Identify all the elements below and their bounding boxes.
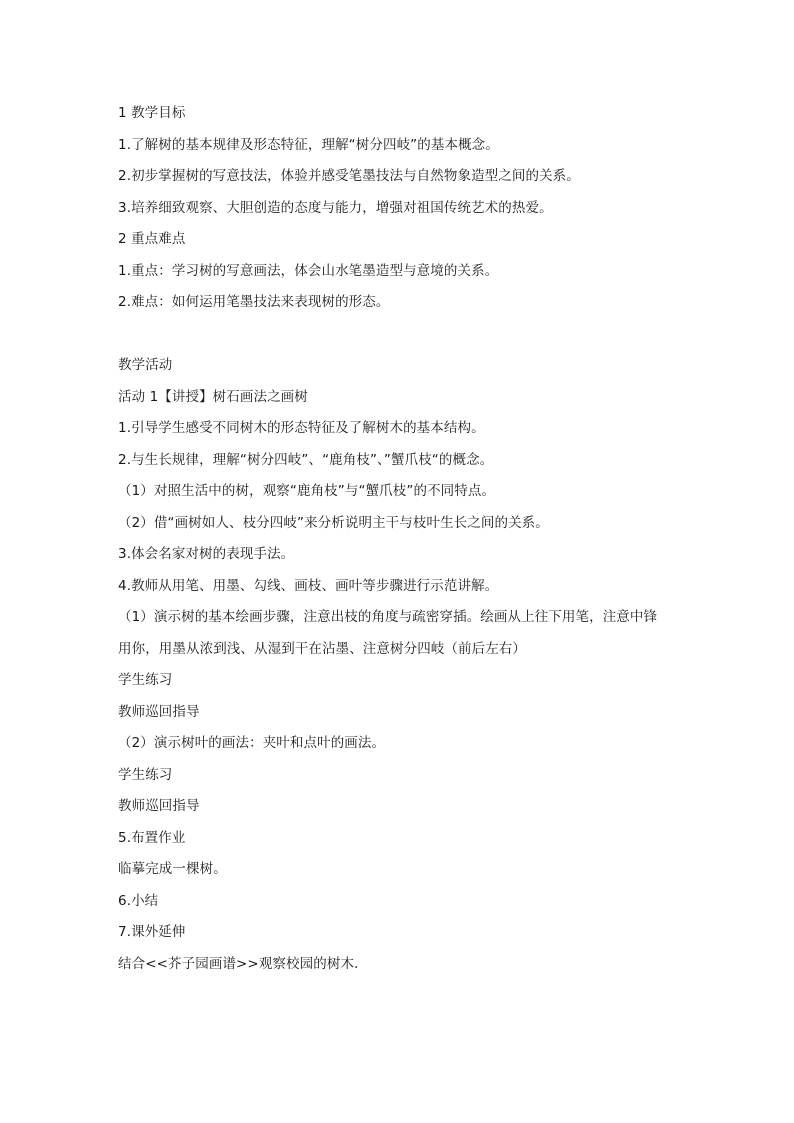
activity-line: 5.布置作业 xyxy=(118,829,186,846)
goal-item: 2.初步掌握树的写意技法，体验并感受笔墨技法与自然物象造型之间的关系。 xyxy=(118,168,580,184)
key-point-item: 2.难点：如何运用笔墨技法来表现树的形态。 xyxy=(118,294,390,310)
activity-line: 用你，用墨从浓到浅、从湿到干在沾墨、注意树分四岐（前后左右） xyxy=(118,640,526,657)
section-heading-activities: 教学活动 xyxy=(118,357,173,373)
activity-line: 4.教师从用笔、用墨、勾线、画枝、画叶等步骤进行示范讲解。 xyxy=(118,577,499,594)
activity-line: 7.课外延伸 xyxy=(118,924,186,940)
document-body xyxy=(118,98,690,980)
activity-line: 学生练习 xyxy=(118,766,173,783)
section-heading-teaching-goals: 1 教学目标 xyxy=(118,105,186,121)
goal-item: 3.培养细致观察、大胆创造的态度与能力，增强对祖国传统艺术的热爱。 xyxy=(118,199,553,216)
activity-line: 结合<<芥子园画谱>>观察校园的树木. xyxy=(118,955,359,972)
activity-line: 学生练习 xyxy=(118,672,173,688)
activity-line: （1）对照生活中的树，观察“鹿角枝”与“蟹爪枝”的不同特点。 xyxy=(118,483,496,499)
activity-line: 2.与生长规律，理解“树分四岐”、“鹿角枝”、”蟹爪枝“的概念。 xyxy=(118,451,494,468)
goal-item: 1.了解树的基本规律及形态特征，理解“树分四岐”的基本概念。 xyxy=(118,136,499,153)
activity-line: 临摹完成一棵树。 xyxy=(118,861,227,877)
activity-line: （2）借“画树如人、枝分四岐”来分析说明主干与枝叶生长之间的关系。 xyxy=(118,514,549,531)
activity-line: 1.引导学生感受不同树木的形态特征及了解树木的基本结构。 xyxy=(118,420,485,436)
activity-line: （1）演示树的基本绘画步骤，注意出枝的角度与疏密穿插。绘画从上往下用笔，注意中锋 xyxy=(118,609,658,625)
activity-line: 教师巡回指导 xyxy=(118,798,200,814)
section-spacer xyxy=(118,319,690,351)
activity-line: 教师巡回指导 xyxy=(118,703,200,720)
activity-line: 3.体会名家对树的表现手法。 xyxy=(118,546,295,562)
activity-line: 6.小结 xyxy=(118,892,159,909)
activity-line: （2）演示树叶的画法：夹叶和点叶的画法。 xyxy=(118,735,386,751)
activity-title: 活动 1【讲授】树石画法之画树 xyxy=(118,388,308,405)
key-point-item: 1.重点：学习树的写意画法，体会山水笔墨造型与意境的关系。 xyxy=(118,262,499,279)
section-heading-key-points: 2 重点难点 xyxy=(118,231,186,247)
